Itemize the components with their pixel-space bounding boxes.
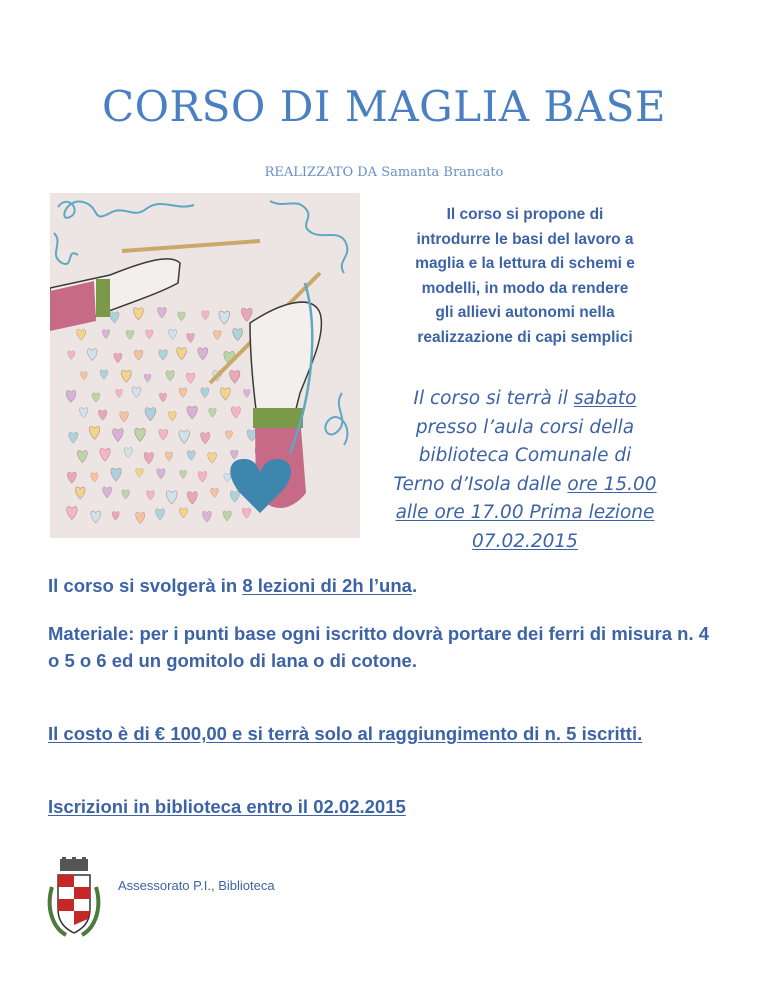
lessons-info: Il corso si svolgerà in 8 lezioni di 2h l’una. bbox=[48, 575, 418, 596]
schedule-time-end: alle ore 17.00 Prima lezione bbox=[395, 502, 655, 523]
municipal-crest-icon bbox=[46, 857, 102, 939]
materials-info: Materiale: per i punti base ogni iscritto dovrà portare dei ferri di misura n. 4 o 5 o 6 ed un gomitolo di lana o di cotone. bbox=[48, 623, 710, 671]
course-description: Il corso si propone di introdurre le basi del lavoro a maglia e la lettura di schemi e modelli, in modo da rendere gli allievi autonomi nella realizzazione di capi semplici bbox=[415, 206, 635, 346]
first-lesson-date: 07.02.2015 bbox=[472, 530, 578, 552]
knitting-illustration bbox=[50, 193, 360, 538]
schedule-time-start: ore 15.00 bbox=[567, 473, 657, 495]
author-credit: REALIZZATO DA Samanta Brancato bbox=[264, 165, 504, 180]
registration-info: Iscrizioni in biblioteca entro il 02.02.2015 bbox=[48, 796, 406, 817]
course-schedule: Il corso si terrà il sabato presso l’aula corsi della biblioteca Comunale di Terno d’Isola dalle ore 15.00 alle ore 17.00 Prima lezione 07.02.2015 bbox=[368, 385, 682, 556]
footer-label: Assessorato P.I., Biblioteca bbox=[118, 878, 275, 893]
schedule-day: sabato bbox=[573, 388, 637, 409]
cost-info: Il costo è di € 100,00 e si terrà solo al raggiungimento di n. 5 iscritti. bbox=[48, 723, 643, 744]
page-title: CORSO DI MAGLIA BASE bbox=[101, 82, 667, 131]
